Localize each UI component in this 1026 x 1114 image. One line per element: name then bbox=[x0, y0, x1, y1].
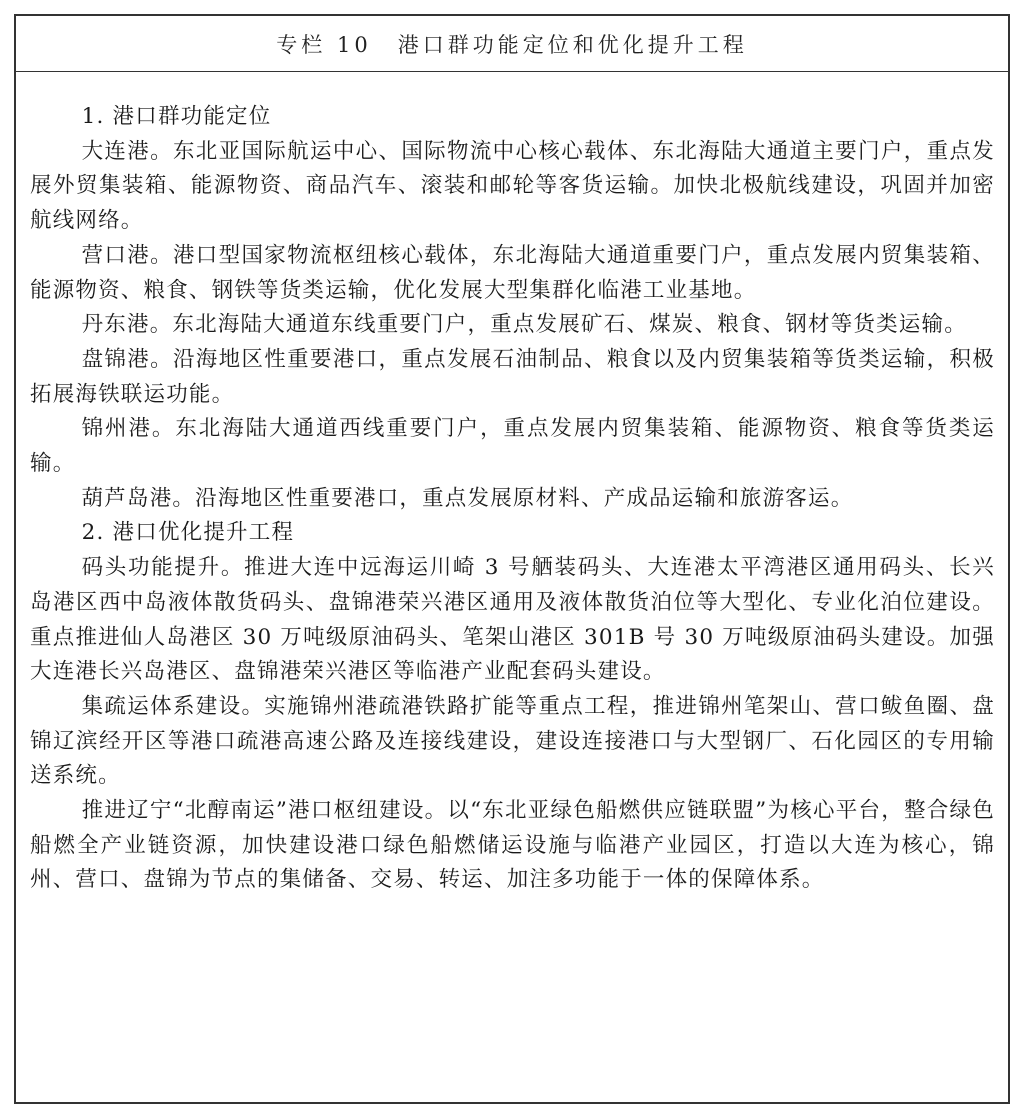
feature-box bbox=[14, 14, 1010, 1104]
paragraph: 推进辽宁“北醇南运”港口枢纽建设。以“东北亚绿色船燃供应链联盟”为核心平台，整合绿色船燃全产业链资源，加快建设港口绿色船燃储运设施与临港产业园区，打造以大连为核心，锦州、营口、盘锦为节点的集储备、交易、转运、加注多功能于一体的保障体系。 bbox=[30, 798, 995, 893]
paragraph: 集疏运体系建设。实施锦州港疏港铁路扩能等重点工程，推进锦州笔架山、营口鲅鱼圈、盘锦辽滨经开区等港口疏港高速公路及连接线建设，建设连接港口与大型钢厂、石化园区的专用输送系统。 bbox=[30, 693, 995, 789]
box-title-text: 港口群功能定位和优化提升工程 bbox=[397, 32, 748, 57]
box-label: 专栏 10 bbox=[276, 32, 372, 57]
box-title bbox=[16, 16, 1008, 72]
paragraph: 营口港。港口型国家物流枢纽核心载体，东北海陆大通道重要门户，重点发展内贸集装箱、能源物资、粮食、钢铁等货类运输，优化发展大型集群化临港工业基地。 bbox=[30, 242, 995, 303]
paragraph: 码头功能提升。推进大连中远海运川崎 3 号舾装码头、大连港太平湾港区通用码头、长兴岛港区西中岛液体散货码头、盘锦港荣兴港区通用及液体散货泊位等大型化、专业化泊位建设。重点推进仙人岛港区 30 万吨级原油码头、笔架山港区 301B 号 30 万吨级原油码头建设。加强大连港长兴岛港区、盘锦港荣兴港区等临港产业配套码头建设。 bbox=[30, 555, 995, 685]
paragraph: 大连港。东北亚国际航运中心、国际物流中心核心载体、东北海陆大通道主要门户，重点发展外贸集装箱、能源物资、商品汽车、滚装和邮轮等客货运输。加快北极航线建设，巩固并加密航线网络。 bbox=[30, 138, 995, 234]
paragraph: 盘锦港。沿海地区性重要港口，重点发展石油制品、粮食以及内贸集装箱等货类运输，积极拓展海铁联运功能。 bbox=[30, 346, 995, 407]
section-heading: 1. 港口群功能定位 bbox=[81, 104, 272, 129]
section-heading: 2. 港口优化提升工程 bbox=[81, 520, 295, 546]
paragraph: 葫芦岛港。沿海地区性重要港口，重点发展原材料、产成品运输和旅游客运。 bbox=[81, 485, 854, 511]
box-content bbox=[16, 72, 1008, 898]
paragraph: 锦州港。东北海陆大通道西线重要门户，重点发展内贸集装箱、能源物资、粮食等货类运输。 bbox=[30, 416, 995, 477]
paragraph: 丹东港。东北海陆大通道东线重要门户，重点发展矿石、煤炭、粮食、钢材等货类运输。 bbox=[81, 312, 967, 338]
